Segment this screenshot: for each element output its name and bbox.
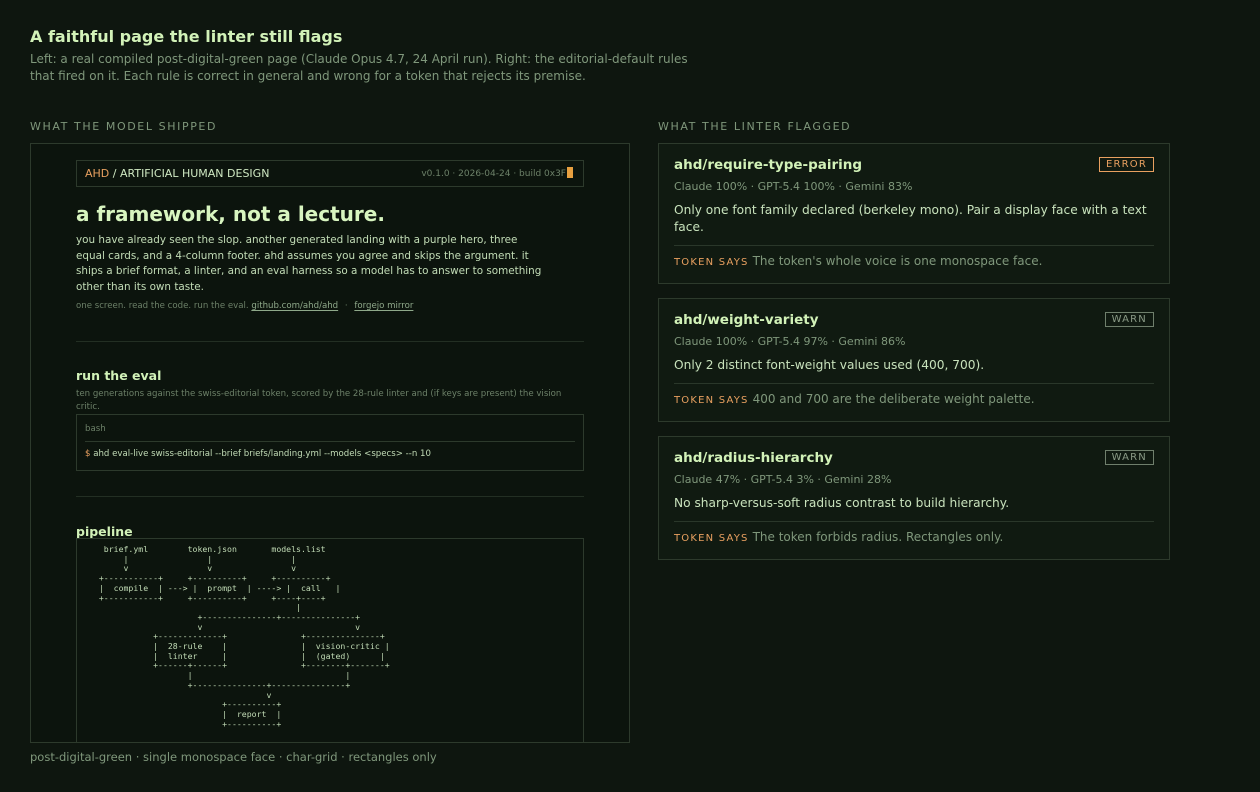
link-separator: · (344, 301, 348, 311)
code-command[interactable] (85, 449, 431, 459)
divider (76, 341, 584, 342)
version-text: v0.1.0 · 2026-04-24 · build 0x3F (421, 169, 566, 179)
brand-name: / ARTIFICIAL HUMAN DESIGN (109, 167, 270, 180)
severity-badge: WARN (1105, 312, 1154, 327)
hero-title: a framework, not a lecture. (76, 202, 385, 226)
card-divider (674, 521, 1154, 522)
cursor-block (567, 167, 573, 178)
token-says-label: TOKEN SAYS (674, 395, 749, 406)
token-says-text: The token's whole voice is one monospace face. (752, 254, 1043, 268)
severity-badge: ERROR (1099, 157, 1154, 172)
divider (76, 496, 584, 497)
rule-message: No sharp-versus-soft radius contrast to build hierarchy. (674, 496, 1010, 510)
pipeline-diagram-box (76, 538, 584, 743)
token-says (674, 392, 1035, 406)
hero-body: you have already seen the slop. another generated landing with a purple hero, three equal cards, and a 4-column footer. ahd assumes you agree and skips the argument. it ships a brief format, a linter, and an eval harness so a model has to answer to something other than its own taste. (76, 234, 542, 293)
code-block[interactable] (76, 414, 584, 471)
hero-links (76, 301, 413, 311)
rule-message: Only 2 distinct font-weight values used (400, 700). (674, 358, 985, 372)
eval-description: ten generations against the swiss-editorial token, scored by the 28-rule linter and (if keys are present) the vision critic. (76, 389, 562, 412)
rule-name: ahd/require-type-pairing (674, 157, 863, 173)
page-subtitle: Left: a real compiled post-digital-green page (Claude Opus 4.7, 24 April run). Right: the editorial-default rules that fired on it. Each rule is correct in general and wrong for a token that rejects its premise. (30, 52, 688, 83)
shipped-page-preview[interactable] (30, 143, 630, 743)
rule-name: ahd/radius-hierarchy (674, 450, 833, 466)
rule-card-weight-variety[interactable] (658, 298, 1170, 422)
brand-accent: AHD (85, 167, 110, 180)
page-title: A faithful page the linter still flags (30, 27, 343, 46)
rule-card-require-type-pairing[interactable] (658, 143, 1170, 284)
rule-scores: Claude 47% · GPT-5.4 3% · Gemini 28% (674, 473, 892, 486)
rule-name: ahd/weight-variety (674, 312, 819, 328)
token-says-text: The token forbids radius. Rectangles only. (752, 530, 1004, 544)
site-brand[interactable] (85, 167, 269, 180)
code-language: bash (85, 424, 106, 434)
shell-prompt: $ (85, 449, 91, 459)
github-link[interactable]: github.com/ahd/ahd (251, 301, 339, 311)
eval-heading: run the eval (76, 368, 162, 383)
pipeline-heading: pipeline (76, 524, 133, 539)
token-says (674, 254, 1042, 268)
rule-message: Only one font family declared (berkeley mono). Pair a display face with a text face. (674, 203, 1147, 234)
pipeline-ascii-diagram: brief.yml token.json models.list | | | v v v +-----------+ +----------+ +----------+ | compile | ---> | prompt | ----> | call | +-----------+ +----------+ +----+----+ | +---------------+---------------+ v v +-------------+ +---------------+ | 28-rule | | vision-critic | | linter | | (gated) | +------+------+ +--------+-------+ | | +---------------+---------------+ v +----------+ | report | +----------+ (98, 544, 390, 729)
forgejo-link[interactable]: forgejo mirror (354, 301, 414, 311)
command-text: ahd eval-live swiss-editorial --brief briefs/landing.yml --models <specs> --n 10 (90, 449, 431, 459)
token-says (674, 530, 1003, 544)
site-topbar (76, 160, 584, 187)
card-divider (674, 383, 1154, 384)
token-says-label: TOKEN SAYS (674, 533, 749, 544)
severity-badge: WARN (1105, 450, 1154, 465)
rule-card-radius-hierarchy[interactable] (658, 436, 1170, 560)
site-version (421, 167, 573, 179)
token-says-text: 400 and 700 are the deliberate weight palette. (752, 392, 1035, 406)
rule-scores: Claude 100% · GPT-5.4 100% · Gemini 83% (674, 180, 913, 193)
hero-links-prefix: one screen. read the code. run the eval. (76, 301, 249, 311)
shipped-section-label: WHAT THE MODEL SHIPPED (30, 120, 218, 133)
card-divider (674, 245, 1154, 246)
code-divider (85, 441, 575, 442)
flagged-section-label: WHAT THE LINTER FLAGGED (658, 120, 852, 133)
preview-caption: post-digital-green · single monospace face · char-grid · rectangles only (30, 750, 437, 764)
rule-scores: Claude 100% · GPT-5.4 97% · Gemini 86% (674, 335, 906, 348)
token-says-label: TOKEN SAYS (674, 257, 749, 268)
